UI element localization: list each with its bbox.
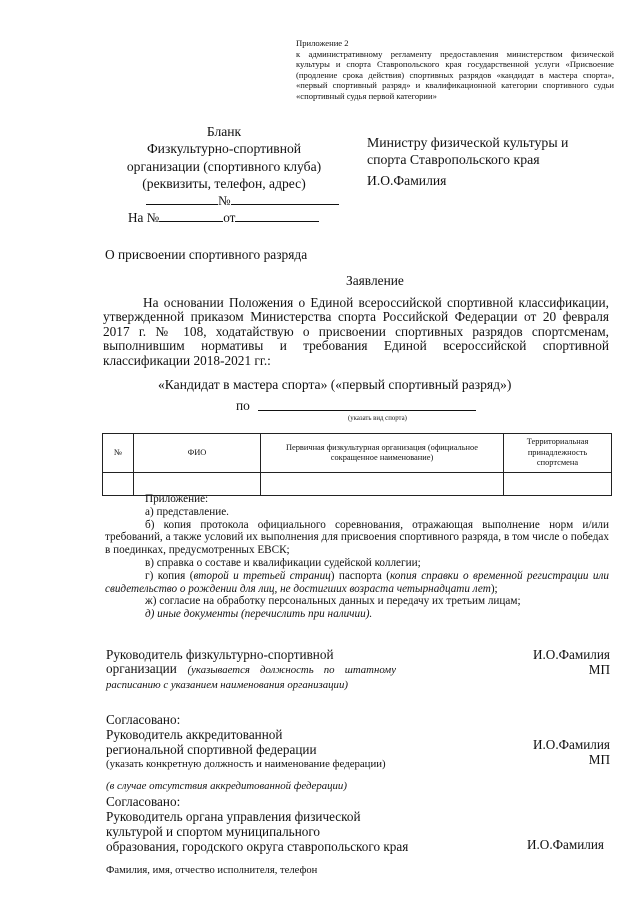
sig2-agreed: Согласовано: (106, 712, 181, 727)
attachments-list (105, 493, 609, 621)
incoming-number-line (128, 210, 319, 226)
category-line: «Кандидат в мастера спорта» («первый спортивный разряд») (158, 377, 512, 392)
number-sign: № (218, 193, 231, 208)
col-organization: Первичная физкультурная организация (официальное сокращенное наименование) (261, 434, 504, 473)
sport-blank-line (258, 397, 476, 411)
sig3-condition (106, 777, 506, 794)
sig1-second-line (106, 662, 396, 692)
na-no-label: На № (128, 210, 160, 225)
subject-line: О присвоении спортивного разряда (105, 247, 308, 262)
sig3-agreed: Согласовано: (106, 794, 181, 809)
sig2-right (470, 737, 610, 767)
document-title: Заявление (346, 273, 404, 288)
sig1-org: организации (106, 661, 177, 676)
col-number: № (103, 434, 134, 473)
attachment-g-prefix: г) копия ( (145, 569, 194, 582)
sig1-name: И.О.Фамилия (532, 647, 610, 662)
attachment-d (105, 608, 609, 621)
letterhead-block (118, 123, 330, 193)
sig1-note: (указывается должность по штатному расписанию с указанием наименования организации) (106, 664, 396, 691)
ot-label: от (223, 210, 236, 225)
addressee-line1: Министру физической культуры и (367, 135, 569, 150)
attachments-title: Приложение: (145, 493, 209, 505)
annex-header (296, 38, 614, 102)
addressee (367, 134, 629, 168)
attachment-g-pages: второй и третьей страниц (193, 569, 331, 582)
col-fio: ФИО (134, 434, 261, 473)
body-text: На основании Положения о Единой всероссийской спортивной классификации, утвержденной приказом Министерства спорта Российской Федерации от 20 февраля 2017 г. № 108, ходатайствую о присвоении спортивных разрядов спортсменам, выполнившим нормативы и требования Единой всероссийской спортивной классификации 2018-2021 гг.: (103, 295, 609, 368)
annex-title: Приложение 2 (296, 38, 349, 48)
sig2-line2: региональной спортивной федерации (106, 742, 317, 757)
attachment-g-note: копия справки о временной регистрации или свидетельство о рождении для лиц, не достигших возраста четырнадцати лет (105, 569, 609, 595)
sig1-title: Руководитель физкультурно-спортивной (106, 647, 334, 662)
attachment-a: а) представление. (145, 505, 229, 518)
sig3-line1: Руководитель органа управления физической (106, 809, 361, 824)
attachment-d-text: д) иные документы (перечислить при наличии). (145, 608, 373, 621)
attachment-b: б) копия протокола официального соревнования, отражающая выполнение норм и/или требований, а также условий их выполнения для присвоения спортивного разряда, в том числе о победах в поединках, предусмотренных ЕВСК; (105, 518, 609, 557)
table-header-row (103, 434, 612, 473)
addressee-line2: спорта Ставропольского края (367, 152, 540, 167)
sig1-right (470, 647, 610, 677)
attachment-g-end: ); (490, 582, 498, 595)
attachment-g (105, 570, 609, 596)
sig2-name: И.О.Фамилия (532, 737, 610, 752)
sig2-note: (указать конкретную должность и наименование федерации) (106, 758, 386, 770)
po-label: по (236, 398, 250, 413)
signature-block-federation (106, 712, 486, 772)
sig2-line1: Руководитель аккредитованной (106, 727, 283, 742)
signature-block-municipal (106, 777, 506, 854)
col-territory: Территориальная принадлежность спортсмена (504, 434, 612, 473)
body-paragraph (103, 296, 609, 368)
blank-requisites: (реквизиты, телефон, адрес) (142, 176, 306, 192)
incoming-date-blank (235, 210, 319, 222)
sport-hint: (указать вид спорта) (348, 415, 407, 422)
athletes-table (102, 433, 612, 496)
executor-footer: Фамилия, имя, отчество исполнителя, телефон (106, 865, 318, 876)
incoming-number-blank (159, 210, 223, 222)
attachment-g-mid: ) паспорта ( (330, 569, 390, 582)
outgoing-date-blank (146, 193, 218, 205)
outgoing-number-blank (231, 193, 339, 205)
sig3-name: И.О.Фамилия (526, 837, 604, 852)
outgoing-number-line (146, 193, 339, 209)
addressee-name: И.О.Фамилия (367, 173, 447, 188)
blank-org: Физкультурно-спортивной (146, 141, 302, 157)
annex-text: к административному регламенту предоставления министерством физической культуры и спорта Ставропольского края государственной услуги «Присвоение (продление срока действия) спортивных разрядов «кандидат в мастера спорта», «первый спортивный разряд» и квалификационной категории спортивного судьи «спортивный судья первой категории» (296, 48, 614, 101)
attachment-zh: ж) согласие на обработку персональных данных и передачу их третьим лицам; (145, 595, 521, 608)
sig3-condition-text: (в случае отсутствия аккредитованной федерации) (106, 780, 347, 792)
sig1-stamp: МП (588, 662, 610, 677)
sig3-line3: образования, городского округа ставропольского края (106, 839, 409, 854)
sig3-line2: культурой и спортом муниципального (106, 824, 321, 839)
sig2-stamp: МП (588, 752, 610, 767)
attachment-v: в) справка о составе и квалификации судейской коллегии; (145, 556, 421, 569)
blank-club: организации (спортивного клуба) (126, 158, 322, 174)
signature-block-org (106, 647, 396, 692)
blank-title: Бланк (206, 124, 242, 139)
